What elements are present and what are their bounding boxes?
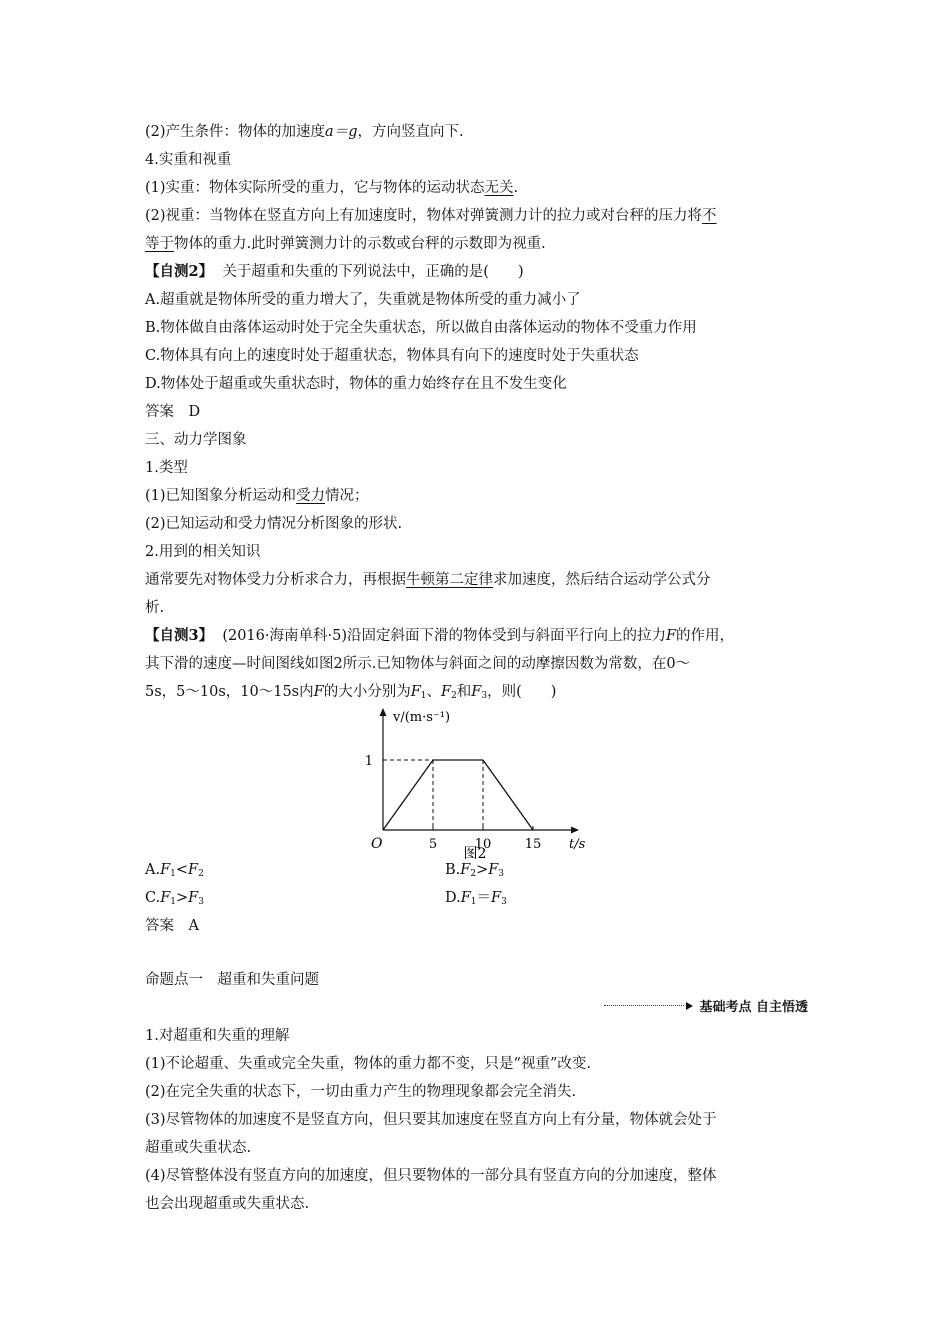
text-line: 超重或失重状态.: [145, 1140, 252, 1156]
question-2-stem: 【自测2】 关于超重和失重的下列说法中，正确的是( ): [145, 263, 524, 280]
text-line: 其下滑的速度—时间图线如图2所示.已知物体与斜面之间的动摩擦因数为常数，在0～: [145, 656, 691, 672]
underlined-answer: 受力: [296, 488, 326, 504]
text-line: (1)已知图象分析运动和受力情况；: [145, 488, 369, 504]
y-axis-label: v/(m·s⁻¹): [393, 710, 451, 725]
x-tick-label: 15: [524, 837, 542, 852]
option-a: $A.F_1<F_2$: [145, 862, 204, 879]
answer: 答案 A: [145, 918, 199, 934]
arrow-right-icon: [686, 1002, 693, 1010]
heading: 1.对超重和失重的理解: [145, 1028, 290, 1044]
option-d: $D.F_1=F_3$: [445, 890, 507, 907]
heading: 2.用到的相关知识: [145, 544, 261, 560]
heading-4: 4.实重和视重: [145, 152, 232, 168]
section-title: 三、动力学图象: [145, 432, 247, 448]
formula-a-eq-g: a＝g: [325, 124, 358, 140]
question-label: 【自测2】: [145, 263, 214, 280]
x-axis-label: t/s: [569, 837, 586, 852]
velocity-time-chart: [340, 700, 600, 860]
text-line: (2)已知运动和受力情况分析图象的形状.: [145, 516, 403, 532]
text-line: 通常要先对物体受力分析求合力，再根据牛顿第二定律求加速度，然后结合运动学公式分: [145, 572, 711, 588]
origin-label: O: [371, 836, 383, 852]
text-line: (1)不论超重、失重或完全失重，物体的重力都不变，只是“视重”改变.: [145, 1056, 591, 1072]
text-line: 5s，5～10s，10～15s内F的大小分别为$F_1$、$F_2$和$F_3$，则( ): [145, 684, 557, 701]
section-tag: 基础考点 自主悟透: [604, 996, 808, 1015]
x-tick-label: 5: [428, 837, 438, 852]
option-b: B.物体做自由落体运动时处于完全失重状态，所以做自由落体运动的物体不受重力作用: [145, 320, 697, 336]
underlined-answer: 等于: [145, 236, 174, 252]
text-line: (1)实重：物体实际所受的重力，它与物体的运动状态无关.: [145, 180, 519, 196]
x-axis-arrow: [571, 827, 579, 834]
question-3-stem: 【自测3】 (2016·海南单科·5)沿固定斜面下滑的物体受到与斜面平行向上的拉力F的作用，: [145, 627, 735, 644]
option-d: D.物体处于超重或失重状态时，物体的重力始终存在且不发生变化: [145, 376, 567, 392]
part-title: 命题点一 超重和失重问题: [145, 972, 319, 988]
figure-caption: 图2: [463, 846, 487, 860]
dotted-rule: [604, 1005, 684, 1006]
question-label: 【自测3】: [145, 627, 214, 644]
underlined-answer: 牛顿第二定律: [406, 572, 493, 588]
option-a: A.超重就是物体所受的重力增大了，失重就是物体所受的重力减小了: [145, 292, 581, 308]
text-line: (4)尽管整体没有竖直方向的加速度，但只要物体的一部分具有竖直方向的分加速度，整体: [145, 1168, 717, 1184]
answer: 答案 D: [145, 404, 201, 420]
heading: 1.类型: [145, 460, 188, 476]
data-segment: [483, 760, 533, 830]
text-line: (3)尽管物体的加速度不是竖直方向，但只要其加速度在竖直方向上有分量，物体就会处于: [145, 1112, 717, 1128]
text-line: (2)在完全失重的状态下，一切由重力产生的物理现象都会完全消失.: [145, 1084, 577, 1100]
data-segment: [383, 760, 433, 830]
text-line: (2)产生条件：物体的加速度a＝g，方向竖直向下.: [145, 124, 464, 140]
underlined-answer: 不: [702, 208, 717, 224]
text-line: 等于物体的重力.此时弹簧测力计的示数或台秤的示数即为视重.: [145, 236, 546, 252]
text-line: (2)视重：当物体在竖直方向上有加速度时，物体对弹簧测力计的拉力或对台秤的压力将不: [145, 208, 717, 224]
option-b: $B.F_2>F_3$: [445, 862, 505, 879]
underlined-answer: 无关: [484, 180, 514, 196]
text-line: 析.: [145, 600, 165, 616]
text-line: 也会出现超重或失重状态.: [145, 1196, 310, 1212]
y-axis-arrow: [380, 708, 387, 716]
x-tick-label: 10: [474, 837, 492, 852]
y-tick-label: 1: [364, 754, 373, 769]
option-c: $C.F_1>F_3$: [145, 890, 204, 907]
option-c: C.物体具有向上的速度时处于超重状态，物体具有向下的速度时处于失重状态: [145, 348, 639, 364]
